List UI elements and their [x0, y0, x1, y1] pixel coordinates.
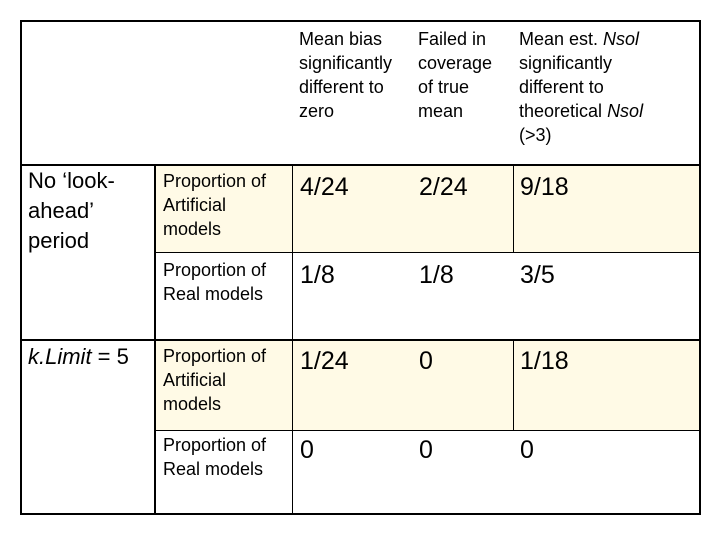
row-divider	[155, 430, 701, 431]
group-divider	[20, 339, 701, 341]
header-failed-coverage: Failed in coverage of true mean	[418, 29, 493, 121]
value-cell: 9/18	[520, 173, 569, 201]
row-divider	[155, 252, 701, 253]
column-divider	[154, 164, 156, 515]
value-cell: 1/24	[300, 347, 349, 375]
column-divider	[292, 164, 293, 515]
value-cell: 1/18	[520, 347, 569, 375]
column-divider	[513, 164, 514, 252]
row-label-real: Proportion of Real models	[163, 435, 267, 479]
value-cell: 0	[419, 347, 433, 375]
header-mean-bias: Mean bias significantly different to zero	[299, 29, 393, 121]
column-divider	[513, 340, 514, 430]
value-cell: 2/24	[419, 173, 468, 201]
group-label-klimit: k.Limit = 5	[28, 344, 129, 369]
value-cell: 1/8	[419, 261, 454, 289]
value-cell: 0	[300, 436, 314, 464]
value-cell: 4/24	[300, 173, 349, 201]
header-mean-est-nsol: Mean est. Nsol significantly different to theoretical Nsol (>3)	[519, 29, 644, 145]
row-label-real: Proportion of Real models	[163, 260, 267, 304]
value-cell: 0	[520, 436, 534, 464]
row-label-artificial: Proportion of Artificial models	[163, 346, 267, 414]
value-cell: 3/5	[520, 261, 555, 289]
table-border-right	[699, 20, 701, 515]
row-label-artificial: Proportion of Artificial models	[163, 171, 267, 239]
table-border-left	[20, 20, 22, 515]
value-cell: 1/8	[300, 261, 335, 289]
value-cell: 0	[419, 436, 433, 464]
group-label-no-lookahead: No ‘look- ahead’ period	[28, 168, 115, 253]
table-border-top	[20, 20, 701, 22]
table-border-bottom	[20, 513, 701, 515]
header-divider	[20, 164, 701, 166]
